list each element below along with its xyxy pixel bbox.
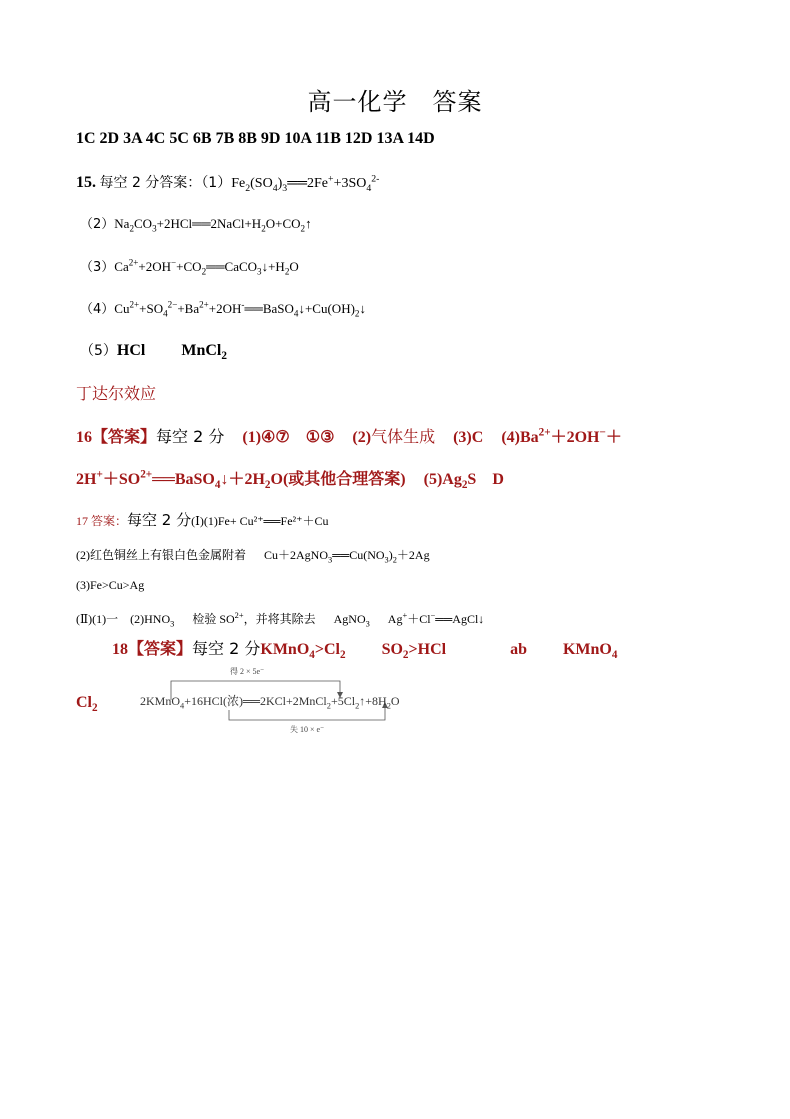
tyndall-effect-answer: 丁达尔效应	[76, 384, 157, 403]
q16-answer-3: (3)C	[453, 429, 484, 446]
q15-line-5: （5）HCl MnCl$_2$	[80, 342, 227, 363]
q17-equation-2: $Cu+2AgNO_3══Cu(NO_3)_2+2Ag$	[264, 548, 430, 565]
q15-p4-num: （4）	[80, 302, 115, 317]
q18-cl2: Cl	[76, 694, 92, 711]
q16-line-2: $2H^++SO^{2+}══BaSO_4↓+2H_2O$(或其他合理答案) $(5)Ag_2S$ D	[76, 468, 504, 492]
q16-answer-4-cont: $2H^++SO^{2+}══BaSO_4↓+2H_2O$	[76, 468, 283, 492]
multiple-choice-answers: 1C 2D 3A 4C 5C 6B 7B 8B 9D 10A 11B 12D 13A 14D	[76, 130, 435, 147]
q16-alt-note: (或其他合理答案)	[282, 471, 406, 488]
q15-note: 每空 2 分答案：	[99, 175, 202, 191]
q15-label: 15.	[76, 174, 96, 191]
q15-p5-num: （5）	[80, 343, 117, 359]
q16-answer-1: (1)④⑦ ①③	[242, 429, 335, 446]
q15-p1-equation: $Fe_2(SO_4)_3══2Fe^++3SO_4^{2-}$	[231, 173, 380, 194]
q16-answer-5-end: S D	[467, 471, 504, 488]
q16-answer-2-num: (2)	[352, 429, 372, 446]
q17-observation: (2)红色铜丝上有银白色金属附着	[76, 548, 246, 562]
q17-reagent: AgNO	[333, 612, 366, 626]
q15-p2-num: （2）	[80, 217, 115, 232]
q18-label: 18【答案】	[112, 641, 193, 658]
q18-answer-5: $Cl_2$	[76, 694, 98, 715]
redox-equation: 2KMnO$_4$+16HCl(浓)$══2KCl+2MnCl_2+5Cl_2↑+8H_2O$	[140, 694, 400, 711]
q16-answer-5: (5)Ag	[423, 471, 462, 488]
q15-p1-num: （1）	[201, 175, 232, 191]
q17-equation-4: Ag+＋Cl−══AgCl↓	[387, 611, 485, 626]
q15-p5-answer-1: HCl	[116, 342, 146, 359]
q18-answer-3: ab	[510, 641, 527, 658]
q17-remove: ，并将其除去	[243, 612, 316, 626]
q16-note: 每空 2 分	[156, 427, 225, 446]
q17-note: 每空 2 分	[127, 511, 192, 529]
q17-line-3: (3)Fe>Cu>Ag	[76, 578, 145, 592]
q18-answer-4: KMnO$_4$	[562, 641, 618, 662]
q17-label: 17 答案：	[76, 514, 128, 528]
q15-p4-equation: $Cu^{2+}+SO_4^{2-}+Ba^{2+}+2OH^-══BaSO_4↓+Cu(OH)_2↓$	[114, 299, 366, 319]
q16-label: 16【答案】	[76, 429, 157, 446]
q16-answer-4: $(4)Ba^{2+}+2OH^-+$	[501, 426, 622, 446]
q17-part2-pre: (Ⅱ)(1)一 (2)HNO	[76, 612, 171, 626]
q17-check: 检验 SO	[192, 612, 235, 626]
q18-note: 每空 2 分	[192, 639, 261, 658]
q15-p3-num: （3）	[80, 260, 115, 275]
q17-part1: (Ⅰ)(1)Fe+ Cu²⁺══Fe²⁺＋Cu	[191, 514, 329, 528]
q15-p2-equation: $Na_2CO_3+2HCl══2NaCl+H_2O+CO_2↑$	[114, 216, 312, 234]
page-title: 高一化学 答案	[307, 88, 483, 116]
q17-line-4: (Ⅱ)(1)一 $(2)HNO_3$ 检验 $SO^{2+}$，并将其除去 AgNO$_3$ Ag+＋Cl−══AgCl↓	[76, 611, 485, 629]
electron-gain-label: 得 2 × 5e⁻	[230, 667, 265, 676]
q18-answer-1: $KMnO_4>Cl_2$	[260, 641, 346, 662]
q15-p3-equation: $Ca^{2+}+2OH^-+CO_2══CaCO_3↓+H_2O$	[114, 257, 299, 277]
q15-p5-answer-2: MnCl	[181, 342, 222, 359]
q18-answer-2: $SO_2>HCl$	[381, 641, 447, 662]
electron-loss-label: 失 10 × e⁻	[290, 725, 325, 734]
q16-answer-2: 气体生成	[371, 427, 436, 446]
